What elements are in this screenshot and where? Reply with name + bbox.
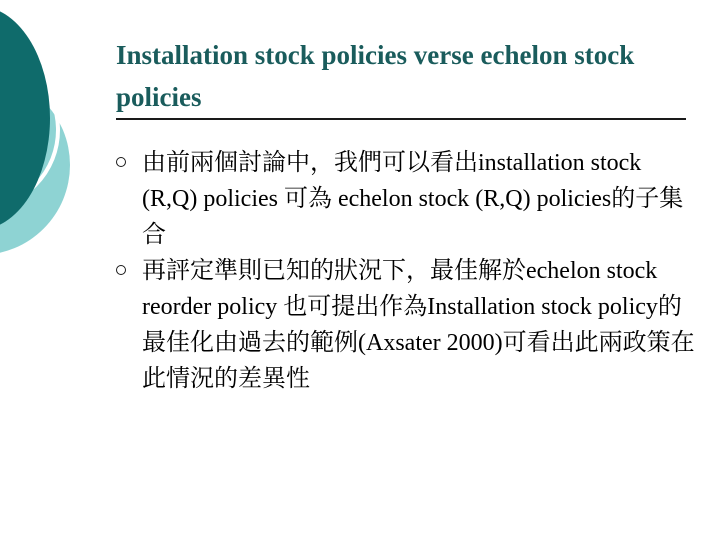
bullet-item — [116, 145, 696, 253]
hollow-circle-bullet-icon — [116, 157, 126, 167]
title-divider — [116, 118, 686, 120]
bullet-list — [116, 145, 696, 397]
decorative-circles — [0, 0, 110, 300]
slide-title: Installation stock policies verse echelon stock policies — [116, 40, 635, 112]
hollow-circle-bullet-icon — [116, 265, 126, 275]
bullet-text: 由前兩個討論中，我們可以看出installation stock (R,Q) policies 可為 echelon stock (R,Q) policies的子集合 — [142, 150, 684, 248]
bullet-text: 再評定準則已知的狀況下，最佳解於echelon stock reorder policy 也可提出作為Installation stock policy的最佳化由過去的範例(Axsater 2000)可看出此兩政策在此情況的差異性 — [142, 258, 695, 392]
bullet-item — [116, 253, 696, 397]
